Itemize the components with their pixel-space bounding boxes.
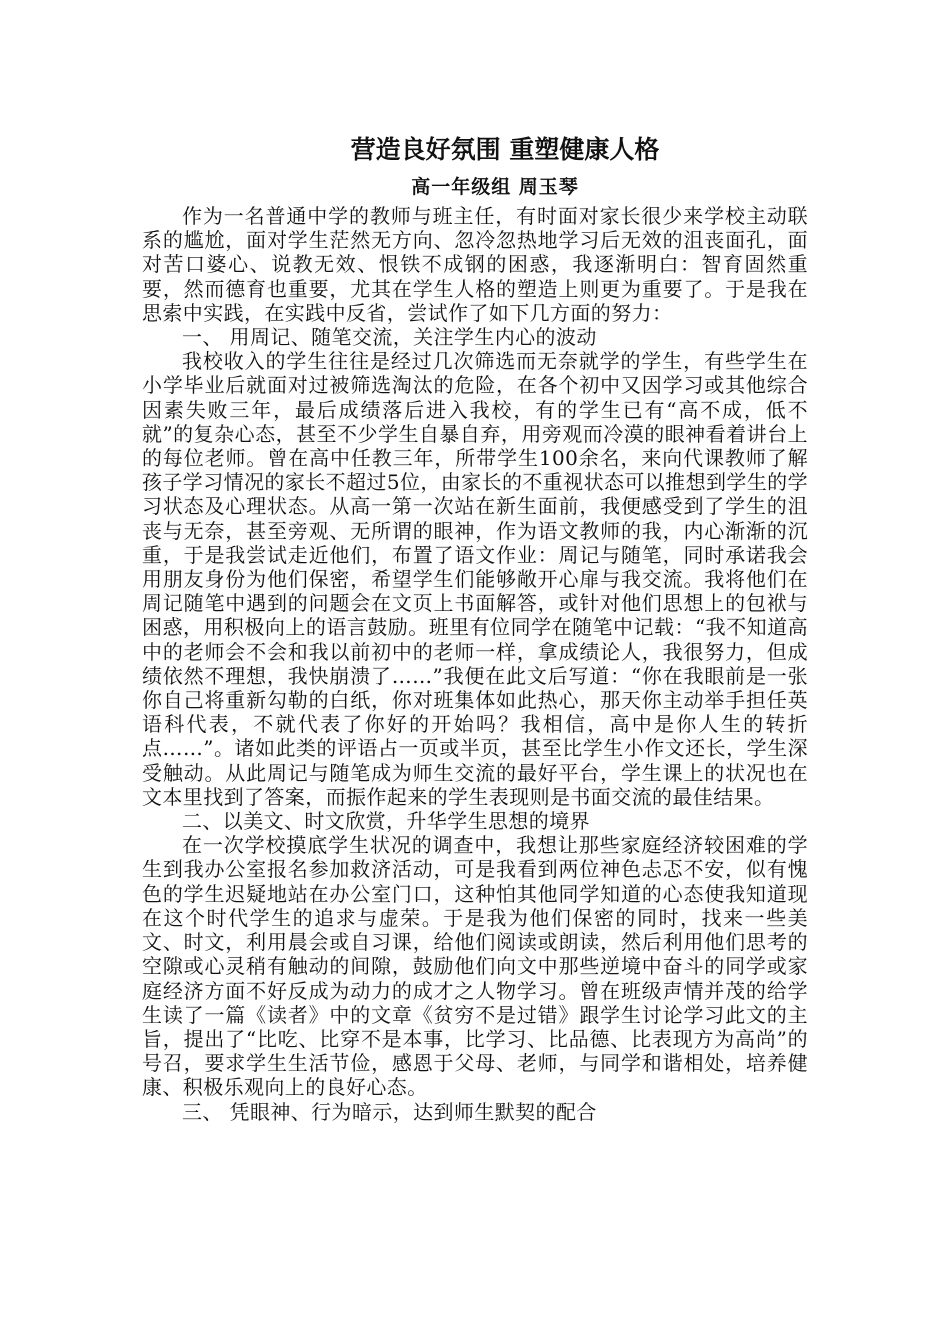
section-heading-3: 三、 凭眼神、行为暗示，达到师生默契的配合 — [182, 1099, 597, 1124]
author-line: 高一年级组 周玉琴 — [411, 176, 579, 198]
intro-paragraph: 作为一名普通中学的教师与班主任，有时面对家长很少来学校主动联系的尴尬，面对学生茫然无方向、忽冷忽热地学习后无效的沮丧面孔，面对苦口婆心、说教无效、恨铁不成钢的困惑，我逐渐明白：智育固然重要，然而德育也重要，尤其在学生人格的塑造上则更为重要了。于是我在思索中实践，在实践中反省，尝试作了如下几方面的努力： — [142, 204, 808, 325]
section-heading-2: 二、以美文、时文欣赏，升华学生思想的境界 — [182, 809, 590, 834]
document-body — [142, 128, 808, 1124]
section-heading-1: 一、 用周记、随笔交流，关注学生内心的波动 — [182, 325, 597, 350]
section-body-1: 我校收入的学生往往是经过几次筛选而无奈就学的学生，有些学生在小学毕业后就面对过被筛选淘汰的危险，在各个初中又因学习或其他综合因素失败三年，最后成绩落后进入我校，有的学生已有“高不成，低不就”的复杂心态，甚至不少学生自暴自弃，用旁观而冷漠的眼神看着讲台上的每位老师。曾在高中任教三年，所带学生100余名，来向代课教师了解孩子学习情况的家长不超过5位，由家长的不重视状态可以推想到学生的学习状态及心理状态。从高一第一次站在新生面前，我便感受到了学生的沮丧与无奈，甚至旁观、无所谓的眼神，作为语文教师的我，内心渐渐的沉重，于是我尝试走近他们，布置了语文作业：周记与随笔，同时承诺我会用朋友身份为他们保密，希望学生们能够敞开心扉与我交流。我将他们在周记随笔中遇到的问题会在文页上书面解答，或针对他们思想上的包袱与困惑，用积极向上的语言鼓励。班里有位同学在随笔中记载：“我不知道高中的老师会不会和我以前初中的老师一样，拿成绩论人，我很努力，但成绩依然不理想，我快崩溃了……”我便在此文后写道：“你在我眼前是一张你自己将重新勾勒的白纸，你对班集体如此热心，那天你主动举手担任英语科代表，不就代表了你好的开始吗？我相信，高中是你人生的转折点……”。诸如此类的评语占一页或半页，甚至比学生小作文还长，学生深受触动。从此周记与随笔成为师生交流的最好平台，学生课上的状况也在文本里找到了答案，而振作起来的学生表现则是书面交流的最佳结果。 — [142, 349, 808, 809]
document-title: 营造良好氛围 重塑健康人格 — [350, 135, 660, 164]
section-body-2: 在一次学校摸底学生状况的调查中，我想让那些家庭经济较困难的学生到我办公室报名参加救济活动，可是我看到两位神色忐忑不安，似有愧色的学生迟疑地站在办公室门口，这种怕其他同学知道的心态使我知道现在这个时代学生的追求与虚荣。于是我为他们保密的同时，找来一些美文、时文，利用晨会或自习课，给他们阅读或朗读，然后利用他们思考的空隙或心灵稍有触动的间隙，鼓励他们向文中那些逆境中奋斗的同学或家庭经济方面不好反成为动力的成才之人物学习。曾在班级声情并茂的给学生读了一篇《读者》中的文章《贫穷不是过错》跟学生讨论学习此文的主旨，提出了“比吃、比穿不是本事，比学习、比品德、比表现方为高尚”的号召，要求学生生活节俭，感恩于父母、老师，与同学和谐相处，培养健康、积极乐观向上的良好心态。 — [142, 833, 808, 1100]
